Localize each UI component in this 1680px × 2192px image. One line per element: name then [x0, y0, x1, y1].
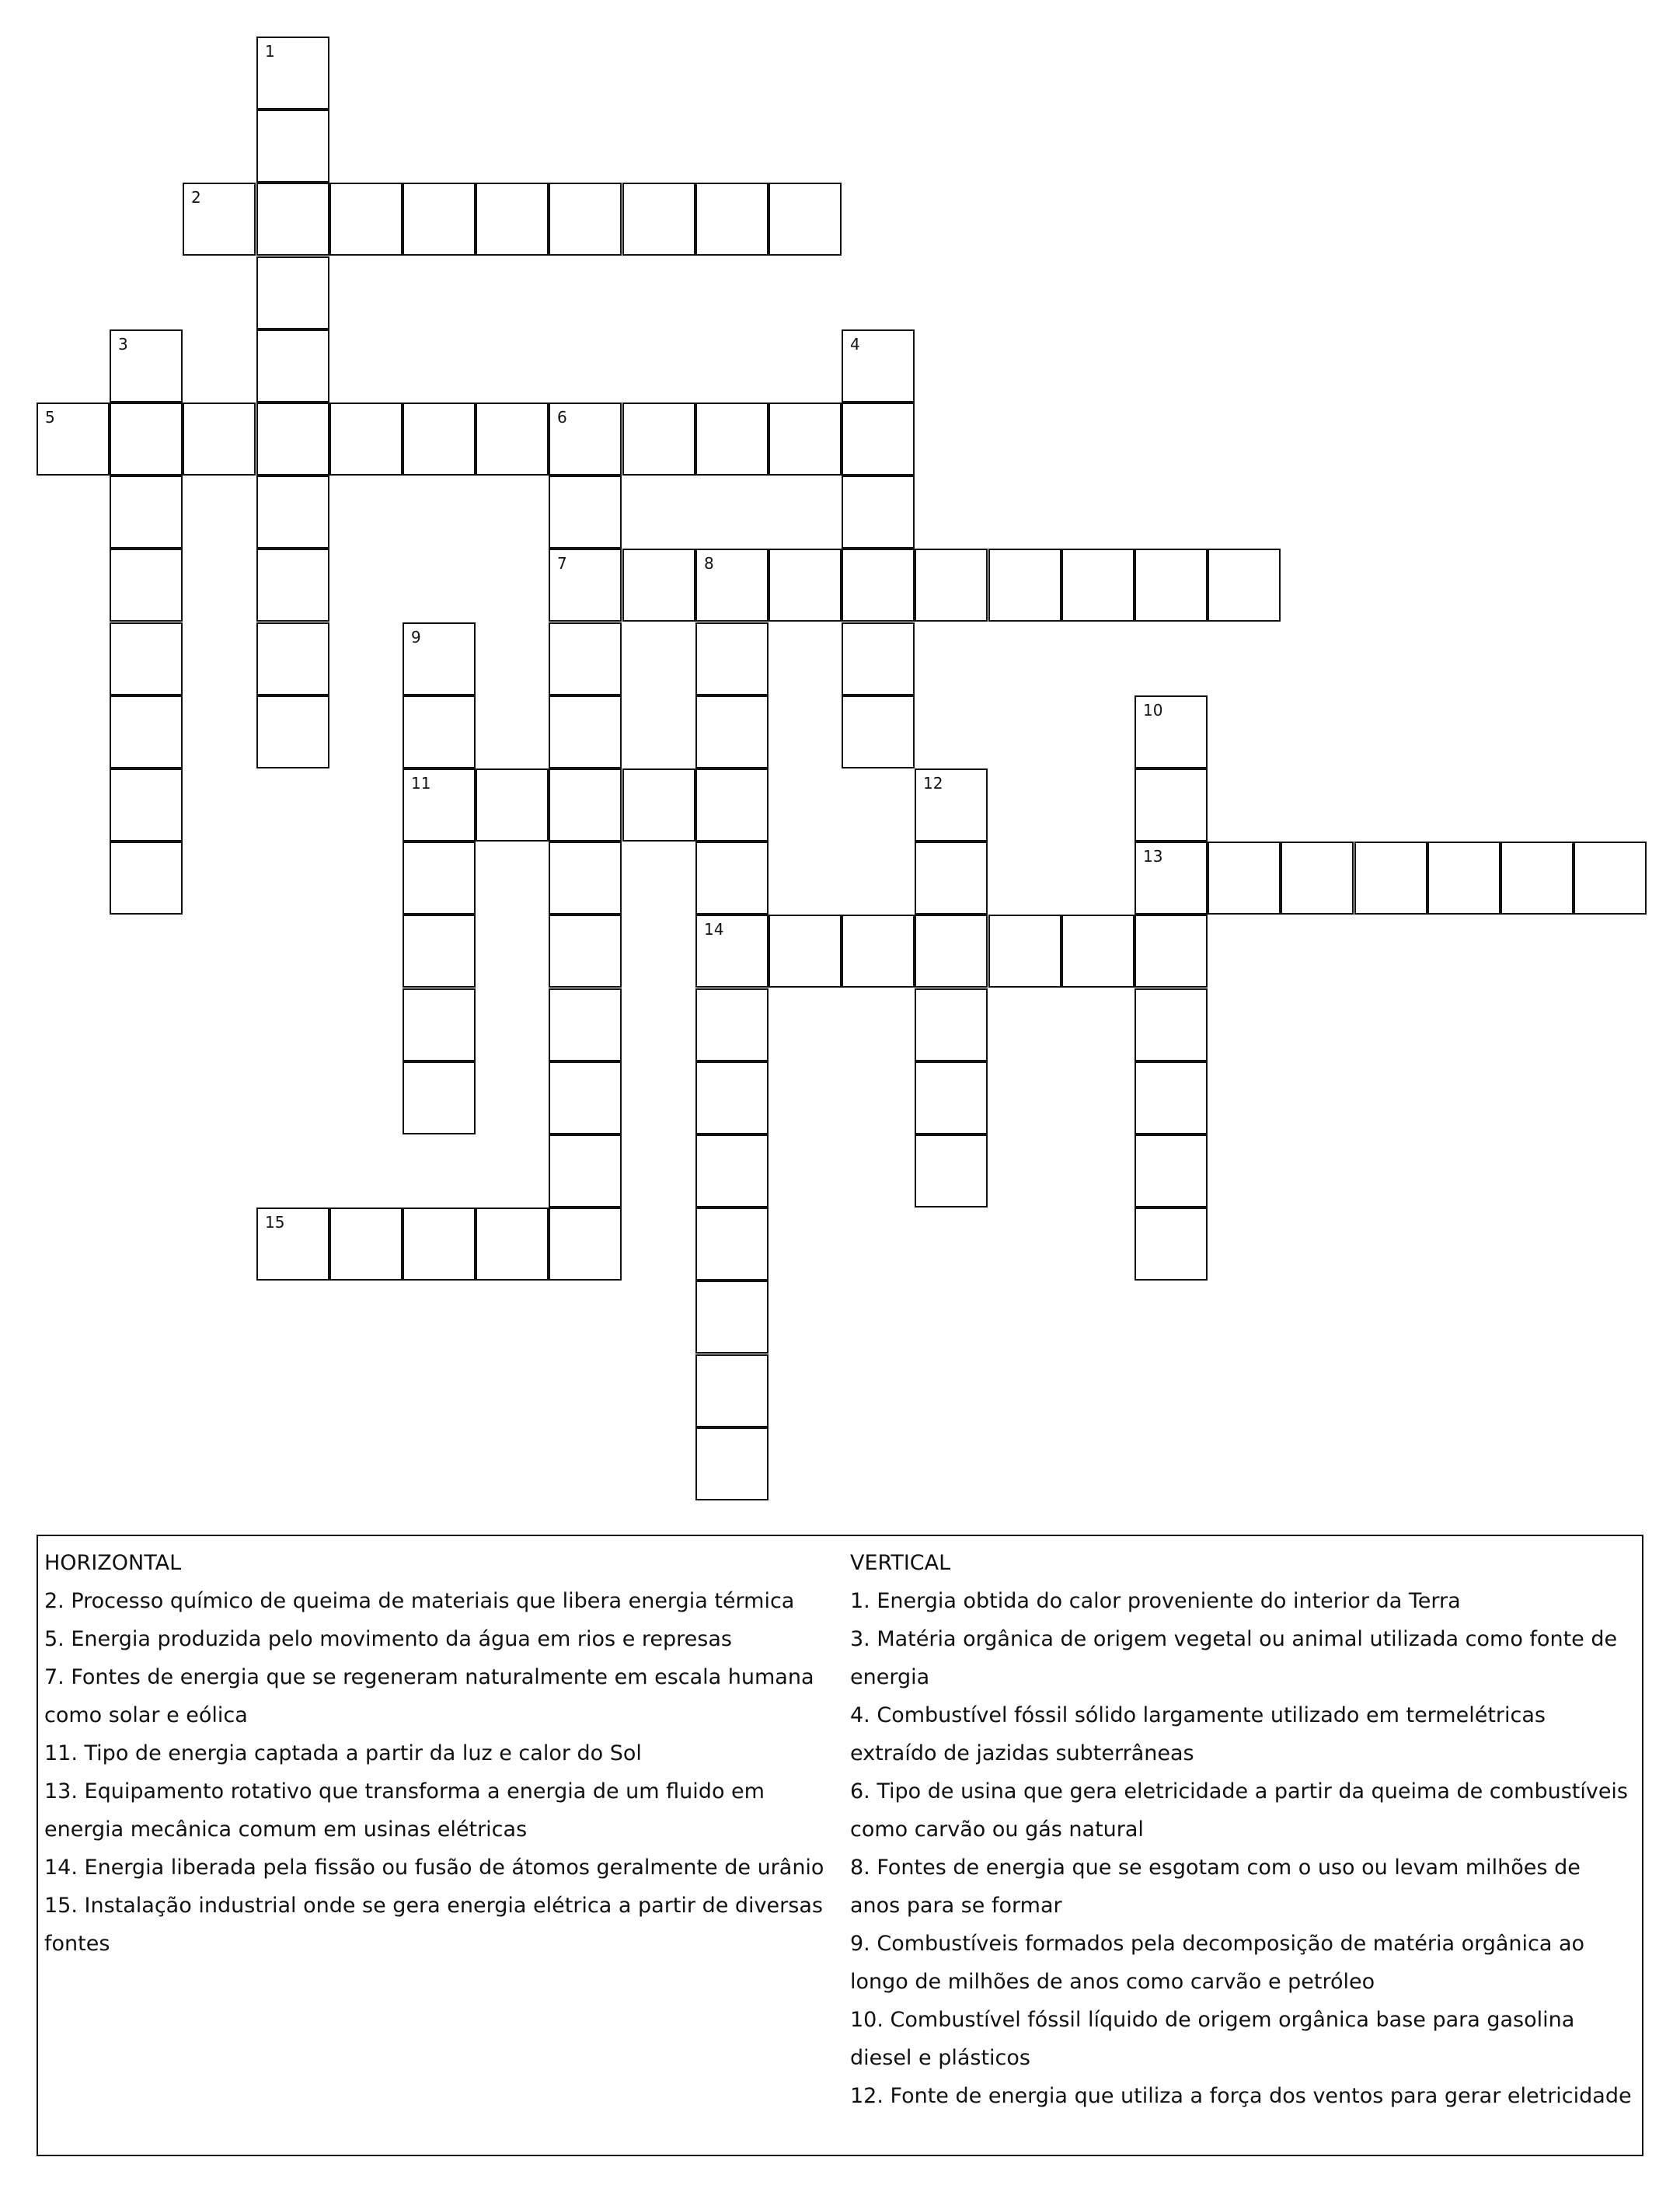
grid-cell[interactable]: [110, 329, 183, 403]
grid-cell[interactable]: [622, 549, 695, 622]
grid-cell[interactable]: [110, 549, 183, 622]
grid-cell[interactable]: [769, 183, 842, 256]
clue-down-3: 3. Matéria orgânica de origem vegetal ou animal utilizada como fonte de energia: [850, 1627, 1618, 1689]
grid-cell[interactable]: [110, 695, 183, 768]
grid-cell[interactable]: [622, 403, 695, 476]
cell-number: 2: [191, 188, 201, 207]
grid-cell[interactable]: [37, 403, 110, 476]
grid-cell[interactable]: [110, 403, 183, 476]
clue-down-8: 8. Fontes de energia que se esgotam com o uso ou levam milhões de anos para se formar: [850, 1856, 1581, 1918]
grid-cell[interactable]: [549, 1061, 622, 1134]
grid-cell[interactable]: [622, 183, 695, 256]
clue-down-1: 1. Energia obtida do calor proveniente do interior da Terra: [850, 1589, 1461, 1613]
cell-number: 13: [1143, 847, 1163, 866]
grid-cell[interactable]: [769, 549, 842, 622]
clues-box: [37, 1535, 1643, 2156]
grid-cell[interactable]: [695, 622, 769, 695]
grid-cell[interactable]: [403, 1061, 476, 1134]
grid-cell[interactable]: [476, 403, 549, 476]
grid-cell[interactable]: [915, 1061, 988, 1134]
grid-cell[interactable]: [329, 183, 403, 256]
grid-cell[interactable]: [110, 768, 183, 842]
grid-cell[interactable]: [256, 476, 329, 549]
clue-across-15: 15. Instalação industrial onde se gera energia elétrica a partir de diversas fontes: [44, 1894, 823, 1956]
cell-number: 3: [118, 335, 128, 354]
grid-cell[interactable]: [549, 403, 622, 476]
grid-cell[interactable]: [915, 842, 988, 915]
cell-number: 7: [557, 554, 567, 573]
grid-cell[interactable]: [695, 1208, 769, 1281]
grid-cell[interactable]: [476, 183, 549, 256]
grid-cell[interactable]: [988, 549, 1061, 622]
grid-cell[interactable]: [110, 842, 183, 915]
clue-across-14: 14. Energia liberada pela fissão ou fusão de átomos geralmente de urânio: [44, 1856, 824, 1880]
grid-cell[interactable]: [1208, 842, 1281, 915]
grid-cell[interactable]: [549, 549, 622, 622]
grid-cell[interactable]: [549, 1208, 622, 1281]
grid-cell[interactable]: [403, 915, 476, 988]
grid-cell[interactable]: [476, 768, 549, 842]
grid-cell[interactable]: [110, 476, 183, 549]
grid-cell[interactable]: [329, 403, 403, 476]
grid-cell[interactable]: [256, 329, 329, 403]
grid-cell[interactable]: [695, 183, 769, 256]
grid-cell[interactable]: [549, 183, 622, 256]
cell-number: 11: [411, 774, 431, 793]
cell-number: 12: [923, 774, 943, 793]
grid-cell[interactable]: [842, 622, 915, 695]
clue-across-5: 5. Energia produzida pelo movimento da água em rios e represas: [44, 1627, 732, 1651]
cell-number: 14: [704, 920, 724, 939]
grid-cell[interactable]: [549, 622, 622, 695]
grid-cell[interactable]: [256, 403, 329, 476]
grid-cell[interactable]: [256, 37, 329, 110]
grid-cell[interactable]: [842, 329, 915, 403]
grid-cell[interactable]: [695, 1134, 769, 1208]
cell-number: 1: [265, 42, 275, 61]
grid-cell[interactable]: [695, 915, 769, 988]
grid-cell[interactable]: [183, 403, 256, 476]
grid-cell[interactable]: [1135, 695, 1208, 768]
cell-number: 8: [704, 554, 714, 573]
down-clues: [850, 1544, 1635, 2115]
grid-cell[interactable]: [549, 1134, 622, 1208]
grid-cell[interactable]: [110, 622, 183, 695]
grid-cell[interactable]: [1427, 842, 1500, 915]
grid-cell[interactable]: [256, 110, 329, 183]
grid-cell[interactable]: [256, 549, 329, 622]
grid-cell[interactable]: [1135, 988, 1208, 1061]
grid-cell[interactable]: [403, 695, 476, 768]
grid-cell[interactable]: [695, 1061, 769, 1134]
cell-number: 9: [411, 628, 421, 646]
down-heading: VERTICAL: [850, 1551, 951, 1575]
grid-cell[interactable]: [1061, 915, 1135, 988]
grid-cell[interactable]: [403, 622, 476, 695]
cell-number: 4: [850, 335, 860, 354]
grid-cell[interactable]: [1574, 842, 1647, 915]
grid-cell[interactable]: [842, 476, 915, 549]
grid-cell[interactable]: [1135, 549, 1208, 622]
grid-cell[interactable]: [695, 403, 769, 476]
grid-cell[interactable]: [476, 1208, 549, 1281]
across-heading: HORIZONTAL: [44, 1551, 182, 1575]
grid-cell[interactable]: [769, 915, 842, 988]
clue-down-9: 9. Combustíveis formados pela decomposição de matéria orgânica ao longo de milhões de anos como carvão e petróleo: [850, 1932, 1585, 1994]
grid-cell[interactable]: [1135, 842, 1208, 915]
grid-cell[interactable]: [329, 1208, 403, 1281]
grid-cell[interactable]: [915, 1134, 988, 1208]
clue-down-6: 6. Tipo de usina que gera eletricidade a partir da queima de combustíveis como carvão ou gás natural: [850, 1779, 1629, 1842]
grid-cell[interactable]: [549, 768, 622, 842]
grid-cell[interactable]: [915, 549, 988, 622]
grid-cell[interactable]: [695, 842, 769, 915]
grid-cell[interactable]: [695, 1427, 769, 1500]
clue-down-4: 4. Combustível fóssil sólido largamente utilizado em termelétricas extraído de jazidas subterrâneas: [850, 1703, 1546, 1765]
cell-number: 10: [1143, 701, 1163, 720]
grid-cell[interactable]: [695, 768, 769, 842]
grid-cell[interactable]: [695, 988, 769, 1061]
grid-cell[interactable]: [549, 476, 622, 549]
grid-cell[interactable]: [403, 768, 476, 842]
grid-cell[interactable]: [256, 695, 329, 768]
across-clues: [44, 1544, 837, 1963]
grid-cell[interactable]: [915, 988, 988, 1061]
clue-across-2: 2. Processo químico de queima de materiais que libera energia térmica: [44, 1589, 795, 1613]
grid-cell[interactable]: [1135, 1061, 1208, 1134]
grid-cell[interactable]: [695, 695, 769, 768]
grid-cell[interactable]: [1208, 549, 1281, 622]
grid-cell[interactable]: [549, 842, 622, 915]
grid-cell[interactable]: [403, 1208, 476, 1281]
grid-cell[interactable]: [988, 915, 1061, 988]
grid-cell[interactable]: [842, 403, 915, 476]
grid-cell[interactable]: [256, 1208, 329, 1281]
grid-cell[interactable]: [1500, 842, 1574, 915]
grid-cell[interactable]: [842, 549, 915, 622]
clue-down-12: 12. Fonte de energia que utiliza a força dos ventos para gerar eletricidade: [850, 2084, 1632, 2108]
grid-cell[interactable]: [842, 695, 915, 768]
grid-cell[interactable]: [403, 988, 476, 1061]
grid-cell[interactable]: [403, 842, 476, 915]
grid-cell[interactable]: [549, 915, 622, 988]
clue-across-13: 13. Equipamento rotativo que transforma a energia de um fluido em energia mecânica comum em usinas elétricas: [44, 1779, 765, 1842]
cell-number: 15: [265, 1213, 285, 1232]
grid-cell[interactable]: [549, 988, 622, 1061]
grid-cell[interactable]: [549, 695, 622, 768]
grid-cell[interactable]: [183, 183, 256, 256]
grid-cell[interactable]: [256, 622, 329, 695]
grid-cell[interactable]: [1354, 842, 1427, 915]
grid-cell[interactable]: [1135, 768, 1208, 842]
grid-cell[interactable]: [695, 1354, 769, 1427]
grid-cell[interactable]: [769, 403, 842, 476]
grid-cell[interactable]: [256, 183, 329, 256]
grid-cell[interactable]: [915, 768, 988, 842]
grid-cell[interactable]: [256, 256, 329, 329]
grid-cell[interactable]: [1061, 549, 1135, 622]
grid-cell[interactable]: [1135, 1134, 1208, 1208]
clue-across-11: 11. Tipo de energia captada a partir da luz e calor do Sol: [44, 1741, 642, 1765]
clue-across-7: 7. Fontes de energia que se regeneram naturalmente em escala humana como solar e eólica: [44, 1665, 814, 1727]
grid-cell[interactable]: [1135, 915, 1208, 988]
grid-cell[interactable]: [1135, 1208, 1208, 1281]
grid-cell[interactable]: [695, 1281, 769, 1354]
grid-cell[interactable]: [915, 915, 988, 988]
grid-cell[interactable]: [622, 768, 695, 842]
grid-cell[interactable]: [842, 915, 915, 988]
grid-cell[interactable]: [403, 403, 476, 476]
cell-number: 6: [557, 408, 567, 427]
clue-down-10: 10. Combustível fóssil líquido de origem orgânica base para gasolina diesel e plásticos: [850, 2008, 1575, 2070]
grid-cell[interactable]: [695, 549, 769, 622]
grid-cell[interactable]: [403, 183, 476, 256]
grid-cell[interactable]: [1281, 842, 1354, 915]
cell-number: 5: [45, 408, 55, 427]
